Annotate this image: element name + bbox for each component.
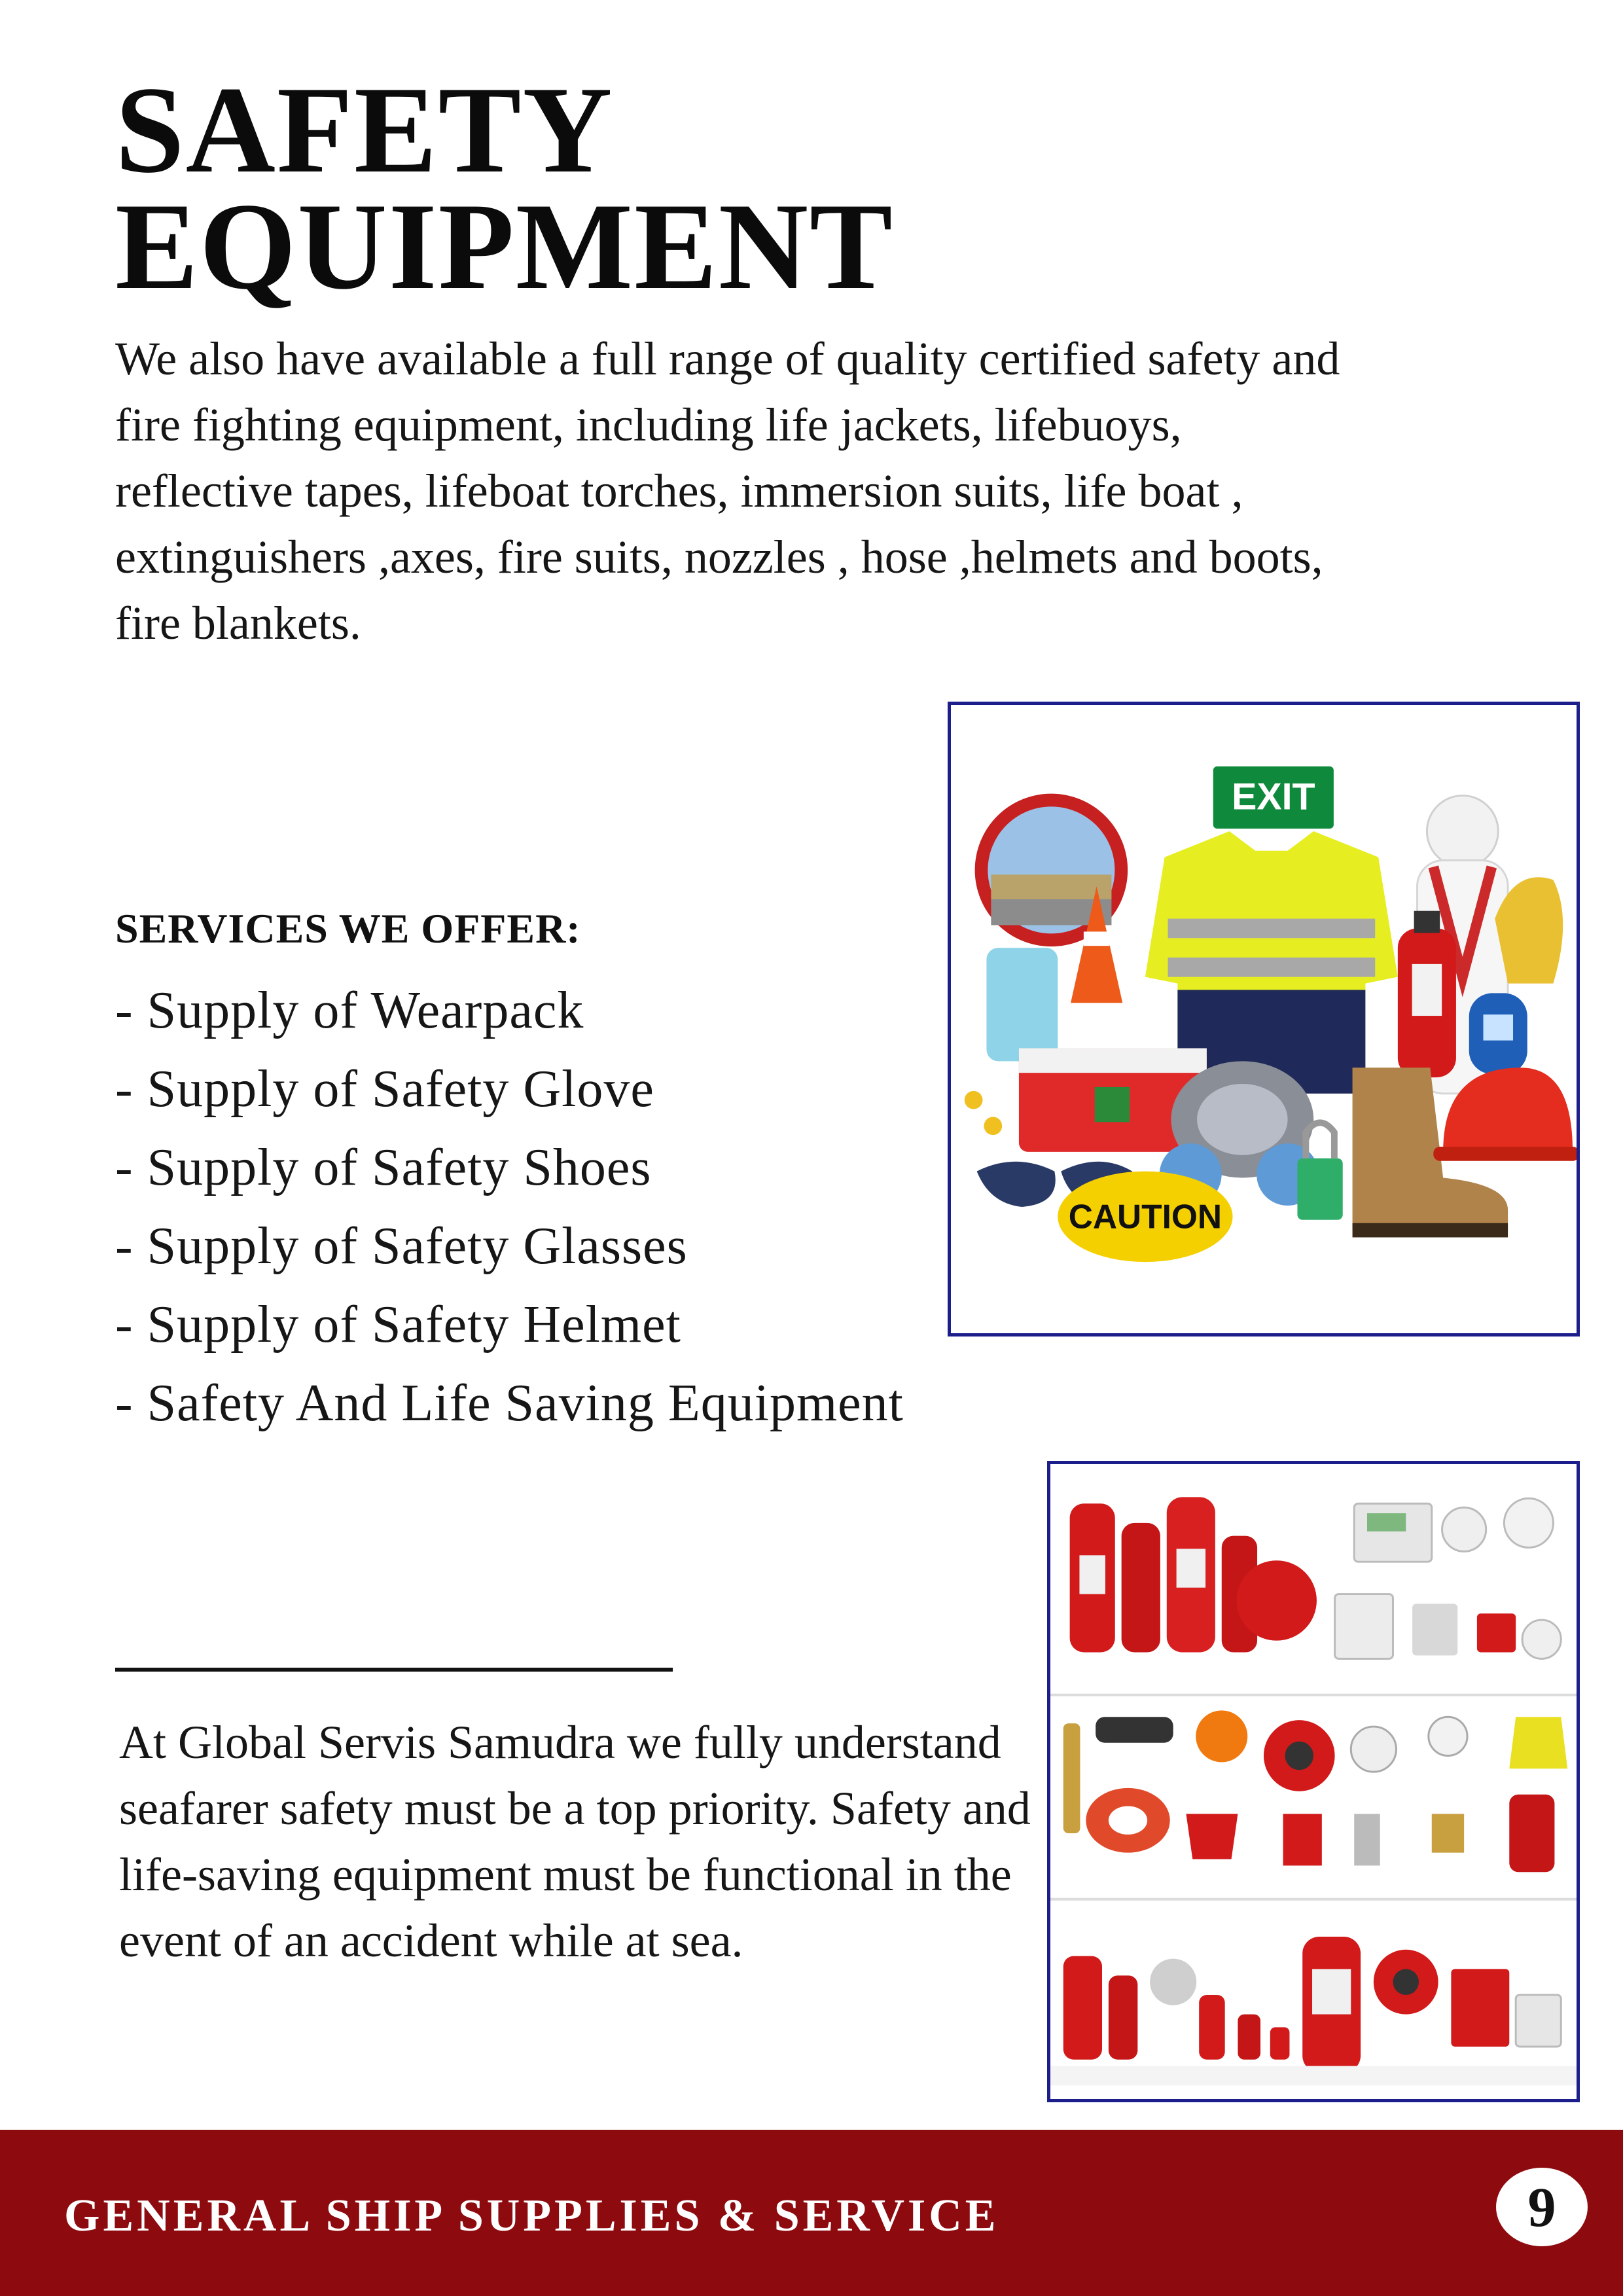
footer-label: GENERAL SHIP SUPPLIES & SERVICE — [64, 2191, 999, 2241]
closing-paragraph: At Global Servis Samudra we fully understand seafarer safety must be a top priority. Safety and life-saving equipment must be functional in the event of an accident while at sea. — [119, 1716, 1031, 1967]
service-item-safety-helmet: - Supply of Safety Helmet — [115, 1296, 681, 1354]
page-title — [115, 62, 894, 315]
services-heading: SERVICES WE OFFER: — [115, 905, 581, 952]
caution-tape-label: CAUTION — [1068, 1197, 1222, 1236]
service-item-life-saving-equipment: - Safety And Life Saving Equipment — [115, 1374, 904, 1432]
earplugs-icon — [965, 1091, 983, 1109]
fire-equipment-collage-illustration — [1050, 1464, 1577, 2099]
footer-bar — [0, 2130, 1623, 2296]
page-title-line-1: SAFETY — [115, 62, 614, 199]
service-item-safety-shoes: - Supply of Safety Shoes — [115, 1139, 652, 1196]
services-list — [115, 971, 904, 1443]
intro-paragraph: We also have available a full range of quality certified safety and fire fighting equipment, including life jackets, lifebuoys, reflective tapes, lifeboat torches, immersion suits, life boat , extinguishers ,axes, fire suits, nozzles , hose ,helmets and boots, fire blankets. — [115, 332, 1340, 649]
page-number: 9 — [1527, 2176, 1556, 2238]
ppe-collage-illustration — [951, 705, 1577, 1333]
service-item-wearpack: - Supply of Wearpack — [115, 982, 584, 1039]
page-title-line-2: EQUIPMENT — [115, 178, 894, 315]
ppe-equipment-photo — [948, 702, 1580, 1336]
sanitizer-bottle-icon — [986, 948, 1058, 1061]
service-item-safety-glasses: - Supply of Safety Glasses — [115, 1217, 688, 1275]
exit-sign-label: EXIT — [1232, 776, 1315, 818]
page-number-badge — [1496, 2168, 1588, 2246]
harness-mannequin-icon — [1427, 796, 1498, 867]
fire-equipment-photo — [1047, 1461, 1580, 2102]
padlock-icon — [1297, 1158, 1342, 1220]
service-item-safety-glove: - Supply of Safety Glove — [115, 1060, 654, 1118]
section-divider — [115, 1668, 673, 1672]
